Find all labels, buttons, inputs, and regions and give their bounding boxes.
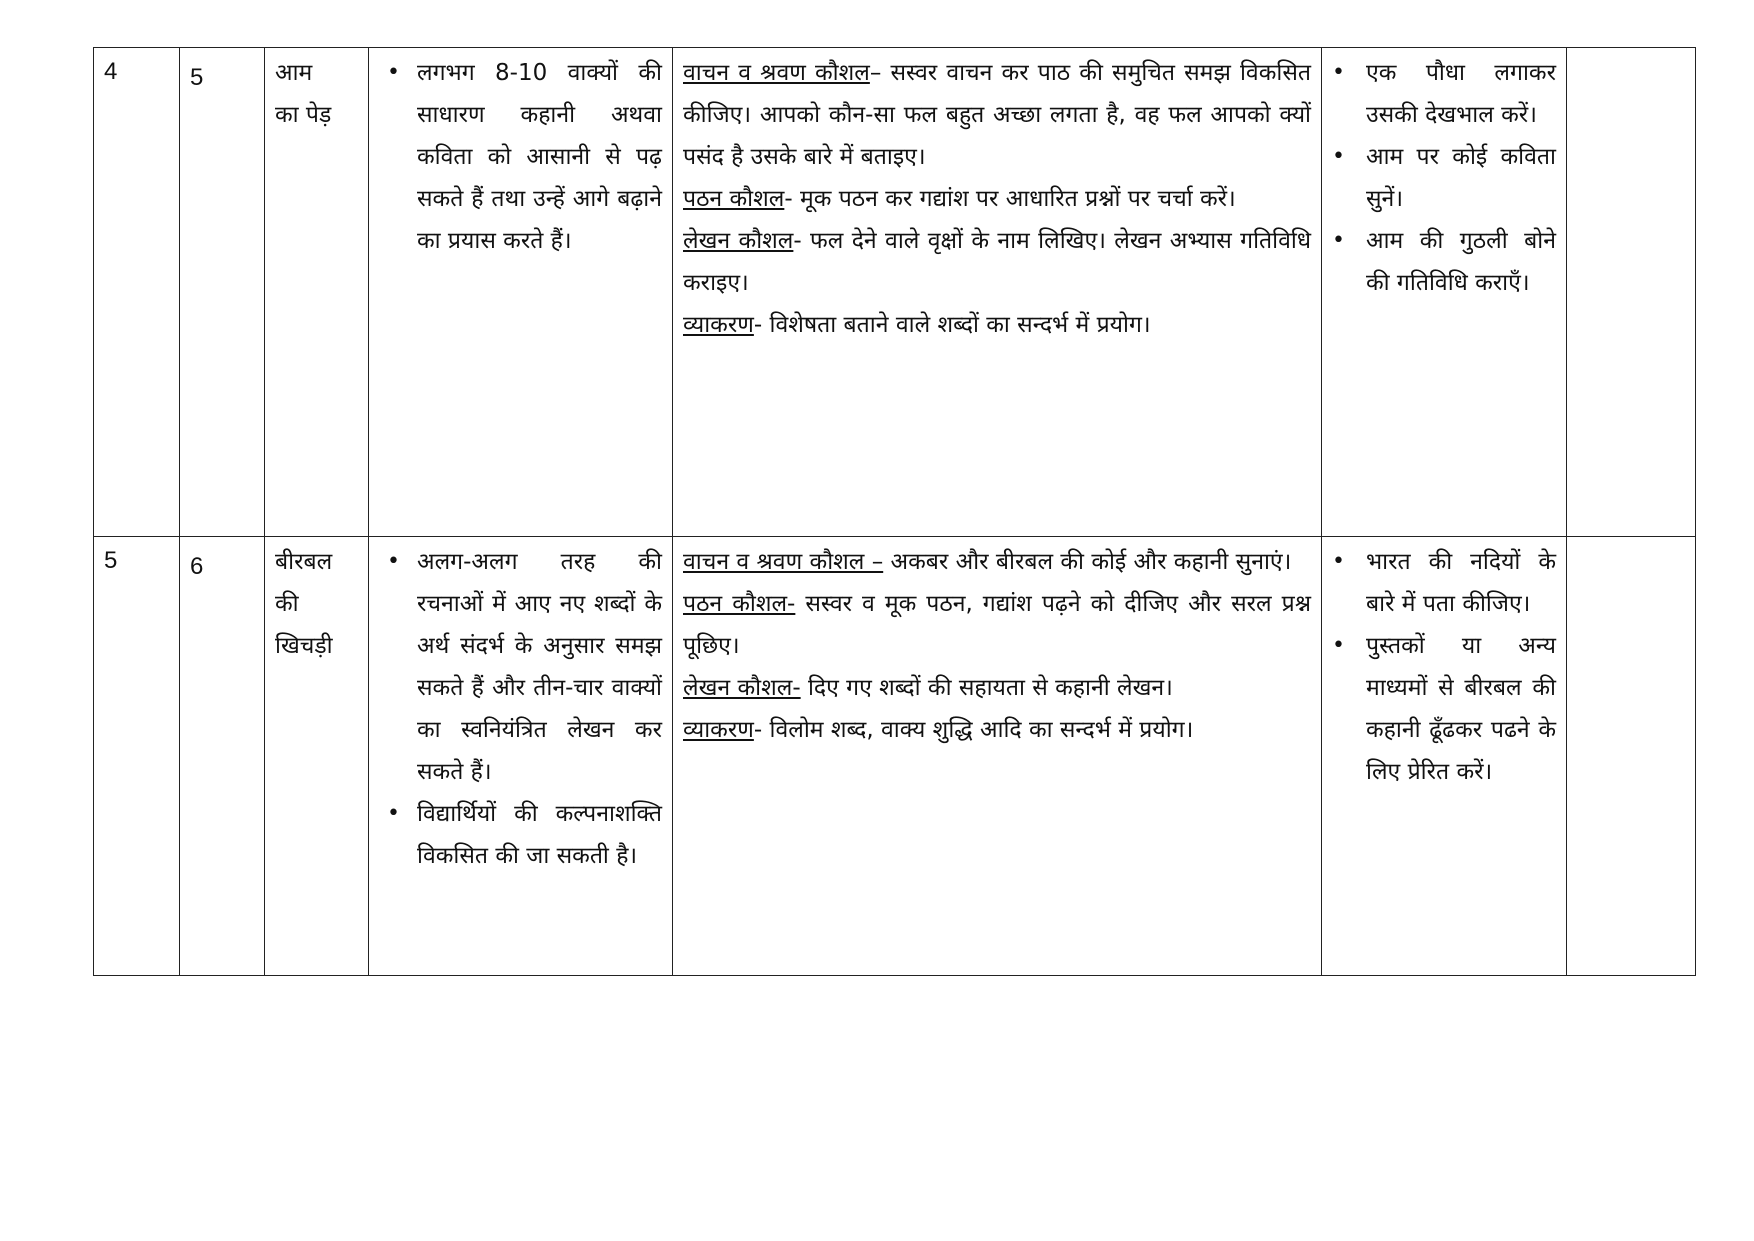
activity-item: • आम की गुठली बोने की गतिविधि कराएँ। xyxy=(1332,220,1556,304)
chapter-number-cell xyxy=(180,48,265,537)
chapter-title-line: की xyxy=(275,591,299,617)
chapter-number-cell xyxy=(180,537,265,976)
skill-text: दिए गए शब्दों की सहायता से कहानी लेखन। xyxy=(800,675,1173,701)
chapter-title-line: खिचड़ी xyxy=(275,633,333,659)
table-row xyxy=(94,537,1696,976)
skills-cell xyxy=(673,537,1322,976)
skill-label: व्याकरण xyxy=(683,312,754,338)
skill-label: लेखन कौशल- xyxy=(683,675,801,701)
skill-paragraph xyxy=(683,541,1311,583)
serial-number-cell xyxy=(94,48,180,537)
learning-outcomes-cell xyxy=(369,537,673,976)
skill-label: वाचन व श्रवण कौशल – xyxy=(683,549,884,575)
skill-text: - विलोम शब्द, वाक्य शुद्धि आदि का सन्दर्भ में प्रयोग। xyxy=(753,717,1194,743)
activities-cell xyxy=(1322,48,1567,537)
learning-outcome-item: • लगभग 8-10 वाक्यों की साधारण कहानी अथवा कविता को आसानी से पढ़ सकते हैं तथा उन्हें आगे बढ़ाने का प्रयास करते हैं। xyxy=(379,52,662,262)
learning-outcome-item: • विद्यार्थियों की कल्पनाशक्ति विकसित की जा सकती है। xyxy=(379,793,662,877)
activities-cell xyxy=(1322,537,1567,976)
skill-text: - फल देने वाले वृक्षों के नाम लिखिए। लेखन अभ्यास गतिविधि कराइए। xyxy=(683,228,1311,296)
serial-number: 5 xyxy=(104,547,118,574)
skill-text: अकबर और बीरबल की कोई और कहानी सुनाएं। xyxy=(883,549,1292,575)
remarks-cell xyxy=(1567,537,1696,976)
chapter-title-line: आम xyxy=(275,60,313,86)
skill-paragraph xyxy=(683,709,1311,751)
skill-text: - मूक पठन कर गद्यांश पर आधारित प्रश्नों पर चर्चा करें। xyxy=(784,186,1236,212)
serial-number-cell xyxy=(94,537,180,976)
learning-outcomes-cell xyxy=(369,48,673,537)
serial-number: 4 xyxy=(104,58,118,85)
chapter-number: 6 xyxy=(190,553,204,580)
skill-paragraph xyxy=(683,583,1311,667)
skill-paragraph xyxy=(683,220,1311,304)
lesson-plan-table xyxy=(93,47,1696,976)
chapter-title-cell xyxy=(265,48,369,537)
skill-text: सस्वर व मूक पठन, गद्यांश पढ़ने को दीजिए और सरल प्रश्न पूछिए। xyxy=(683,591,1311,659)
skill-label: व्याकरण xyxy=(683,717,754,743)
chapter-title-line: बीरबल xyxy=(275,549,333,575)
skill-label: लेखन कौशल xyxy=(683,228,794,254)
skill-paragraph xyxy=(683,304,1311,346)
activity-item: • पुस्तकों या अन्य माध्यमों से बीरबल की कहानी ढूँढकर पढने के लिए प्रेरित करें। xyxy=(1332,625,1556,793)
skill-text: – सस्वर वाचन कर पाठ की समुचित समझ विकसित कीजिए। आपको कौन-सा फल बहुत अच्छा लगता है, वह फल आपको क्यों पसंद है उसके बारे में बताइए। xyxy=(683,60,1311,170)
remarks-cell xyxy=(1567,48,1696,537)
activity-item: • एक पौधा लगाकर उसकी देखभाल करें। xyxy=(1332,52,1556,136)
chapter-title-cell xyxy=(265,537,369,976)
skill-paragraph xyxy=(683,667,1311,709)
skill-label: पठन कौशल- xyxy=(683,591,796,617)
activity-item: • भारत की नदियों के बारे में पता कीजिए। xyxy=(1332,541,1556,625)
activity-item: • आम पर कोई कविता सुनें। xyxy=(1332,136,1556,220)
skill-label: पठन कौशल xyxy=(683,186,785,212)
skill-paragraph xyxy=(683,52,1311,178)
skill-text: - विशेषता बताने वाले शब्दों का सन्दर्भ में प्रयोग। xyxy=(753,312,1151,338)
skill-label: वाचन व श्रवण कौशल xyxy=(683,60,870,86)
chapter-number: 5 xyxy=(190,64,204,91)
table-row xyxy=(94,48,1696,537)
chapter-title-line: का पेड़ xyxy=(275,102,332,128)
skills-cell xyxy=(673,48,1322,537)
learning-outcome-item: • अलग-अलग तरह की रचनाओं में आए नए शब्दों के अर्थ संदर्भ के अनुसार समझ सकते हैं और तीन-चार वाक्यों का स्वनियंत्रित लेखन कर सकते हैं। xyxy=(379,541,662,793)
skill-paragraph xyxy=(683,178,1311,220)
